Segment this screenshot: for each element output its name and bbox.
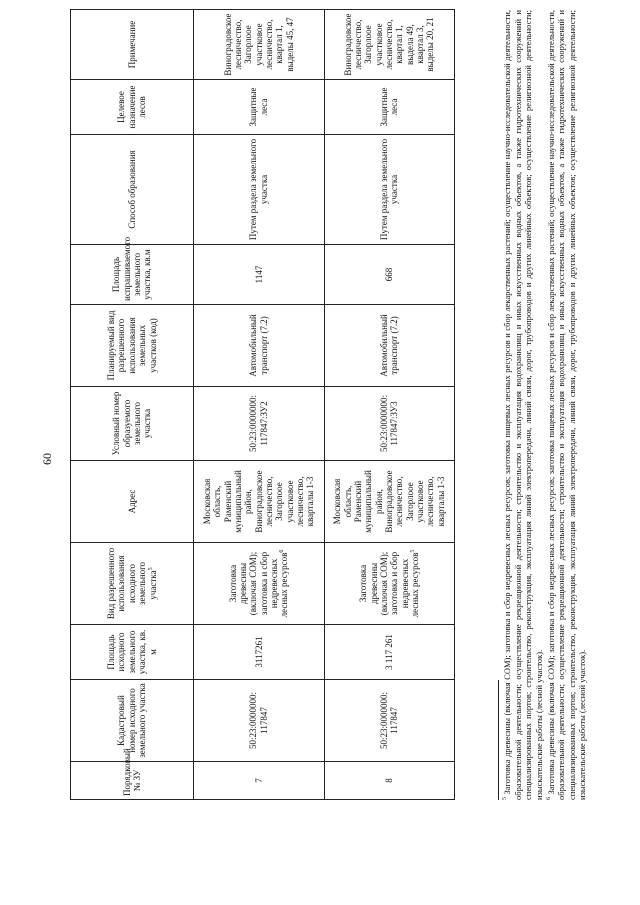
table-row bbox=[324, 10, 455, 800]
footnote-divider bbox=[498, 680, 499, 800]
footnote: $^6$ Заготовка древесины (включая СОМ); заготовка и сбор недревесных лесных ресурсов; заготовка пищевых лесных ресурсов и сбор лекарственных растений; осуществление научно-исследовательской деятельности, образовательной деятельности; осуществление рекреационной деятельности; строительство и эксплуатация водохранилищ и иных искусственных водных объектов, а также гидротехнических сооружений и специализированных портов; строительство, реконструкция, эксплуатация линий электропередачи, линий связи, дорог, трубопроводов и других линейных объектов; осуществление религиозной деятельности; изыскательские работы (лесной участок). bbox=[545, 9, 588, 800]
footnotes bbox=[502, 10, 589, 800]
conditional-number-cell: 50:23:0000000: 117847:ЗУ3 bbox=[324, 387, 455, 461]
address-cell: Московская область, Раменский муниципальный район, Виноградовское лесничество, Загорлоое участковое лесничество, кварталы 1-3 bbox=[324, 461, 455, 543]
permitted-use-cell: Заготовка древесины (включая СОМ); заготовка и сбор недревесных лесных ресурсов$^6$ bbox=[194, 543, 325, 625]
conditional-number-cell: 50:23:0000000: 117847:ЗУ2 bbox=[194, 387, 325, 461]
cadastral-number-cell: 50:23:0000000: 117847 bbox=[324, 680, 455, 762]
table-header-row bbox=[71, 10, 194, 800]
land-plot-table bbox=[70, 9, 455, 800]
header-cell: Вид разрешенного использования исходного земельного участка$^5$ bbox=[71, 543, 194, 625]
header-cell: Примечание bbox=[71, 10, 194, 80]
row-number-cell: 7 bbox=[194, 762, 325, 800]
header-cell: Адрес bbox=[71, 461, 194, 543]
requested-area-cell: 1147 bbox=[194, 245, 325, 305]
page-number: 60 bbox=[40, 453, 54, 465]
footnote-mark: 5 bbox=[502, 797, 509, 800]
formation-method-cell: Путем раздела земельного участка bbox=[324, 135, 455, 245]
header-cell: Кадастровый номер исходного земельного участка bbox=[71, 680, 194, 762]
forest-purpose-cell: Защитные леса bbox=[194, 80, 325, 135]
requested-area-cell: 668 bbox=[324, 245, 455, 305]
forest-purpose-cell: Защитные леса bbox=[324, 80, 455, 135]
header-cell: Способ образования bbox=[71, 135, 194, 245]
address-cell: Московская область, Раменский муниципальный район, Виноградовское лесничество, Загорлоое участковое лесничество, кварталы 1-3 bbox=[194, 461, 325, 543]
formation-method-cell: Путем раздела земельного участка bbox=[194, 135, 325, 245]
footnote-ref: 5 bbox=[409, 549, 416, 553]
planned-use-cell: Автомобильный транспорт (7.2) bbox=[324, 305, 455, 387]
planned-use-cell: Автомобильный транспорт (7.2) bbox=[194, 305, 325, 387]
permitted-use-cell: Заготовка древесины (включая СОМ); заготовка и сбор недревесных лесных ресурсов$^5$ bbox=[324, 543, 455, 625]
header-cell: Условный номер образуемого земельного участка bbox=[71, 387, 194, 461]
footnote-ref: 6 bbox=[279, 549, 286, 553]
note-cell: Виноградовское лесничество, Загорлоое участковое лесничество, квартал 1, выделы 45, 47 bbox=[194, 10, 325, 80]
area-cell: 3117261 bbox=[194, 625, 325, 680]
header-cell: Целевое назначение лесов bbox=[71, 80, 194, 135]
cadastral-number-cell: 50:23:0000000: 117847 bbox=[194, 680, 325, 762]
footnote-ref: 5 bbox=[147, 567, 154, 571]
note-cell: Виноградовское лесничество, Загорлоое участковое лесничество, квартал 1, выдела 49, квартал 3, выделы 20, 21 bbox=[324, 10, 455, 80]
header-cell: Порядковый № ЗУ bbox=[71, 762, 194, 800]
footnote: $^5$ Заготовка древесины (включая СОМ); заготовка и сбор недревесных лесных ресурсов; заготовка пищевых лесных ресурсов и сбор лекарственных растений; осуществление научно-исследовательской деятельности, образовательной деятельности; осуществление рекреационной деятельности; строительство и эксплуатация водохранилищ и иных искусственных водных объектов, а также гидротехнических сооружений и специализированных портов; строительство, реконструкция, эксплуатация линий электропередачи, линий связи, дорог, трубопроводов и других линейных объектов; осуществление религиозной деятельности; изыскательские работы (лесной участок). bbox=[502, 9, 544, 800]
table-row bbox=[194, 10, 325, 800]
header-cell: Площадь исходного земельного участка, кв. м bbox=[71, 625, 194, 680]
footnote-mark: 6 bbox=[545, 797, 552, 800]
header-cell: Площадь испрашиваемого земельного участка, кв.м bbox=[71, 245, 194, 305]
row-number-cell: 8 bbox=[324, 762, 455, 800]
area-cell: 3 117 261 bbox=[324, 625, 455, 680]
header-cell: Планируемый вид разрешенного использования земельных участков (код) bbox=[71, 305, 194, 387]
